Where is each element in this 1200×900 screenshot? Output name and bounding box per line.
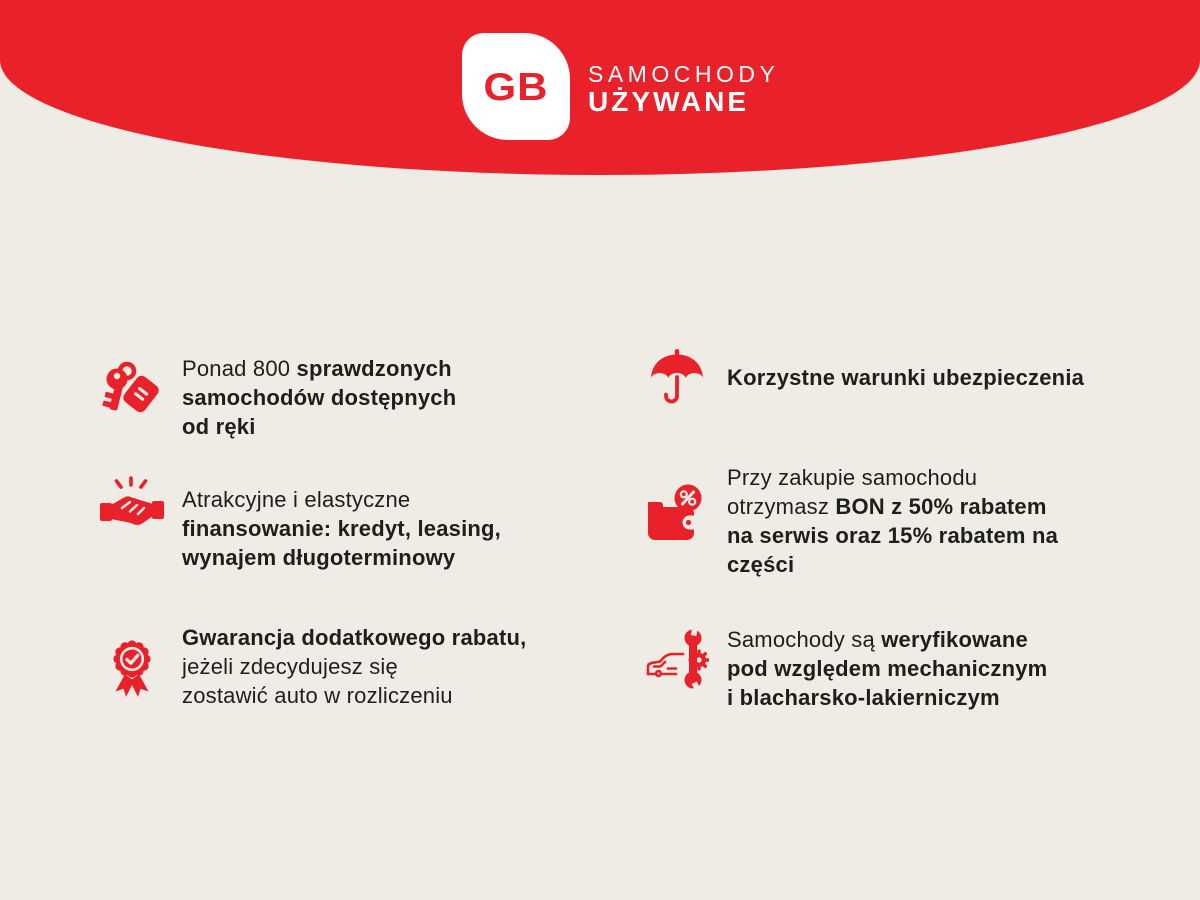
feature-inventory (100, 354, 456, 441)
feature-text: Atrakcyjne i elastyczne finansowanie: kredyt, leasing, wynajem długoterminowy (182, 487, 501, 570)
feature-voucher (645, 463, 1058, 579)
umbrella-icon (645, 347, 709, 411)
logo-gb-text: GB (483, 64, 549, 108)
feature-guarantee (100, 623, 526, 710)
brand-logo (462, 33, 570, 140)
award-badge-icon (100, 635, 164, 699)
brand-name-line1: SAMOCHODY (588, 61, 780, 87)
feature-insurance (645, 363, 1084, 411)
wallet-discount-icon (645, 483, 709, 547)
brand-name-line2: UŻYWANE (588, 86, 749, 117)
feature-text: Korzystne warunki ubezpieczenia (727, 365, 1085, 390)
feature-text: Ponad 800 sprawdzonych samochodów dostępnych od ręki (182, 356, 457, 439)
key-tag-icon (100, 356, 164, 420)
car-service-icon (645, 627, 709, 691)
feature-text: Przy zakupie samochodu otrzymasz BON z 50% rabatem na serwis oraz 15% rabatem na części (727, 465, 1059, 577)
feature-text: Gwarancja dodatkowego rabatu, jeżeli zdecydujesz się zostawić auto w rozliczeniu (182, 625, 527, 708)
feature-text: Samochody są weryfikowane pod względem mechanicznym i blacharsko-lakierniczym (727, 627, 1048, 710)
feature-inspection (645, 625, 1047, 712)
brand-name (588, 62, 779, 117)
handshake-icon (100, 475, 164, 539)
feature-financing (100, 485, 501, 572)
